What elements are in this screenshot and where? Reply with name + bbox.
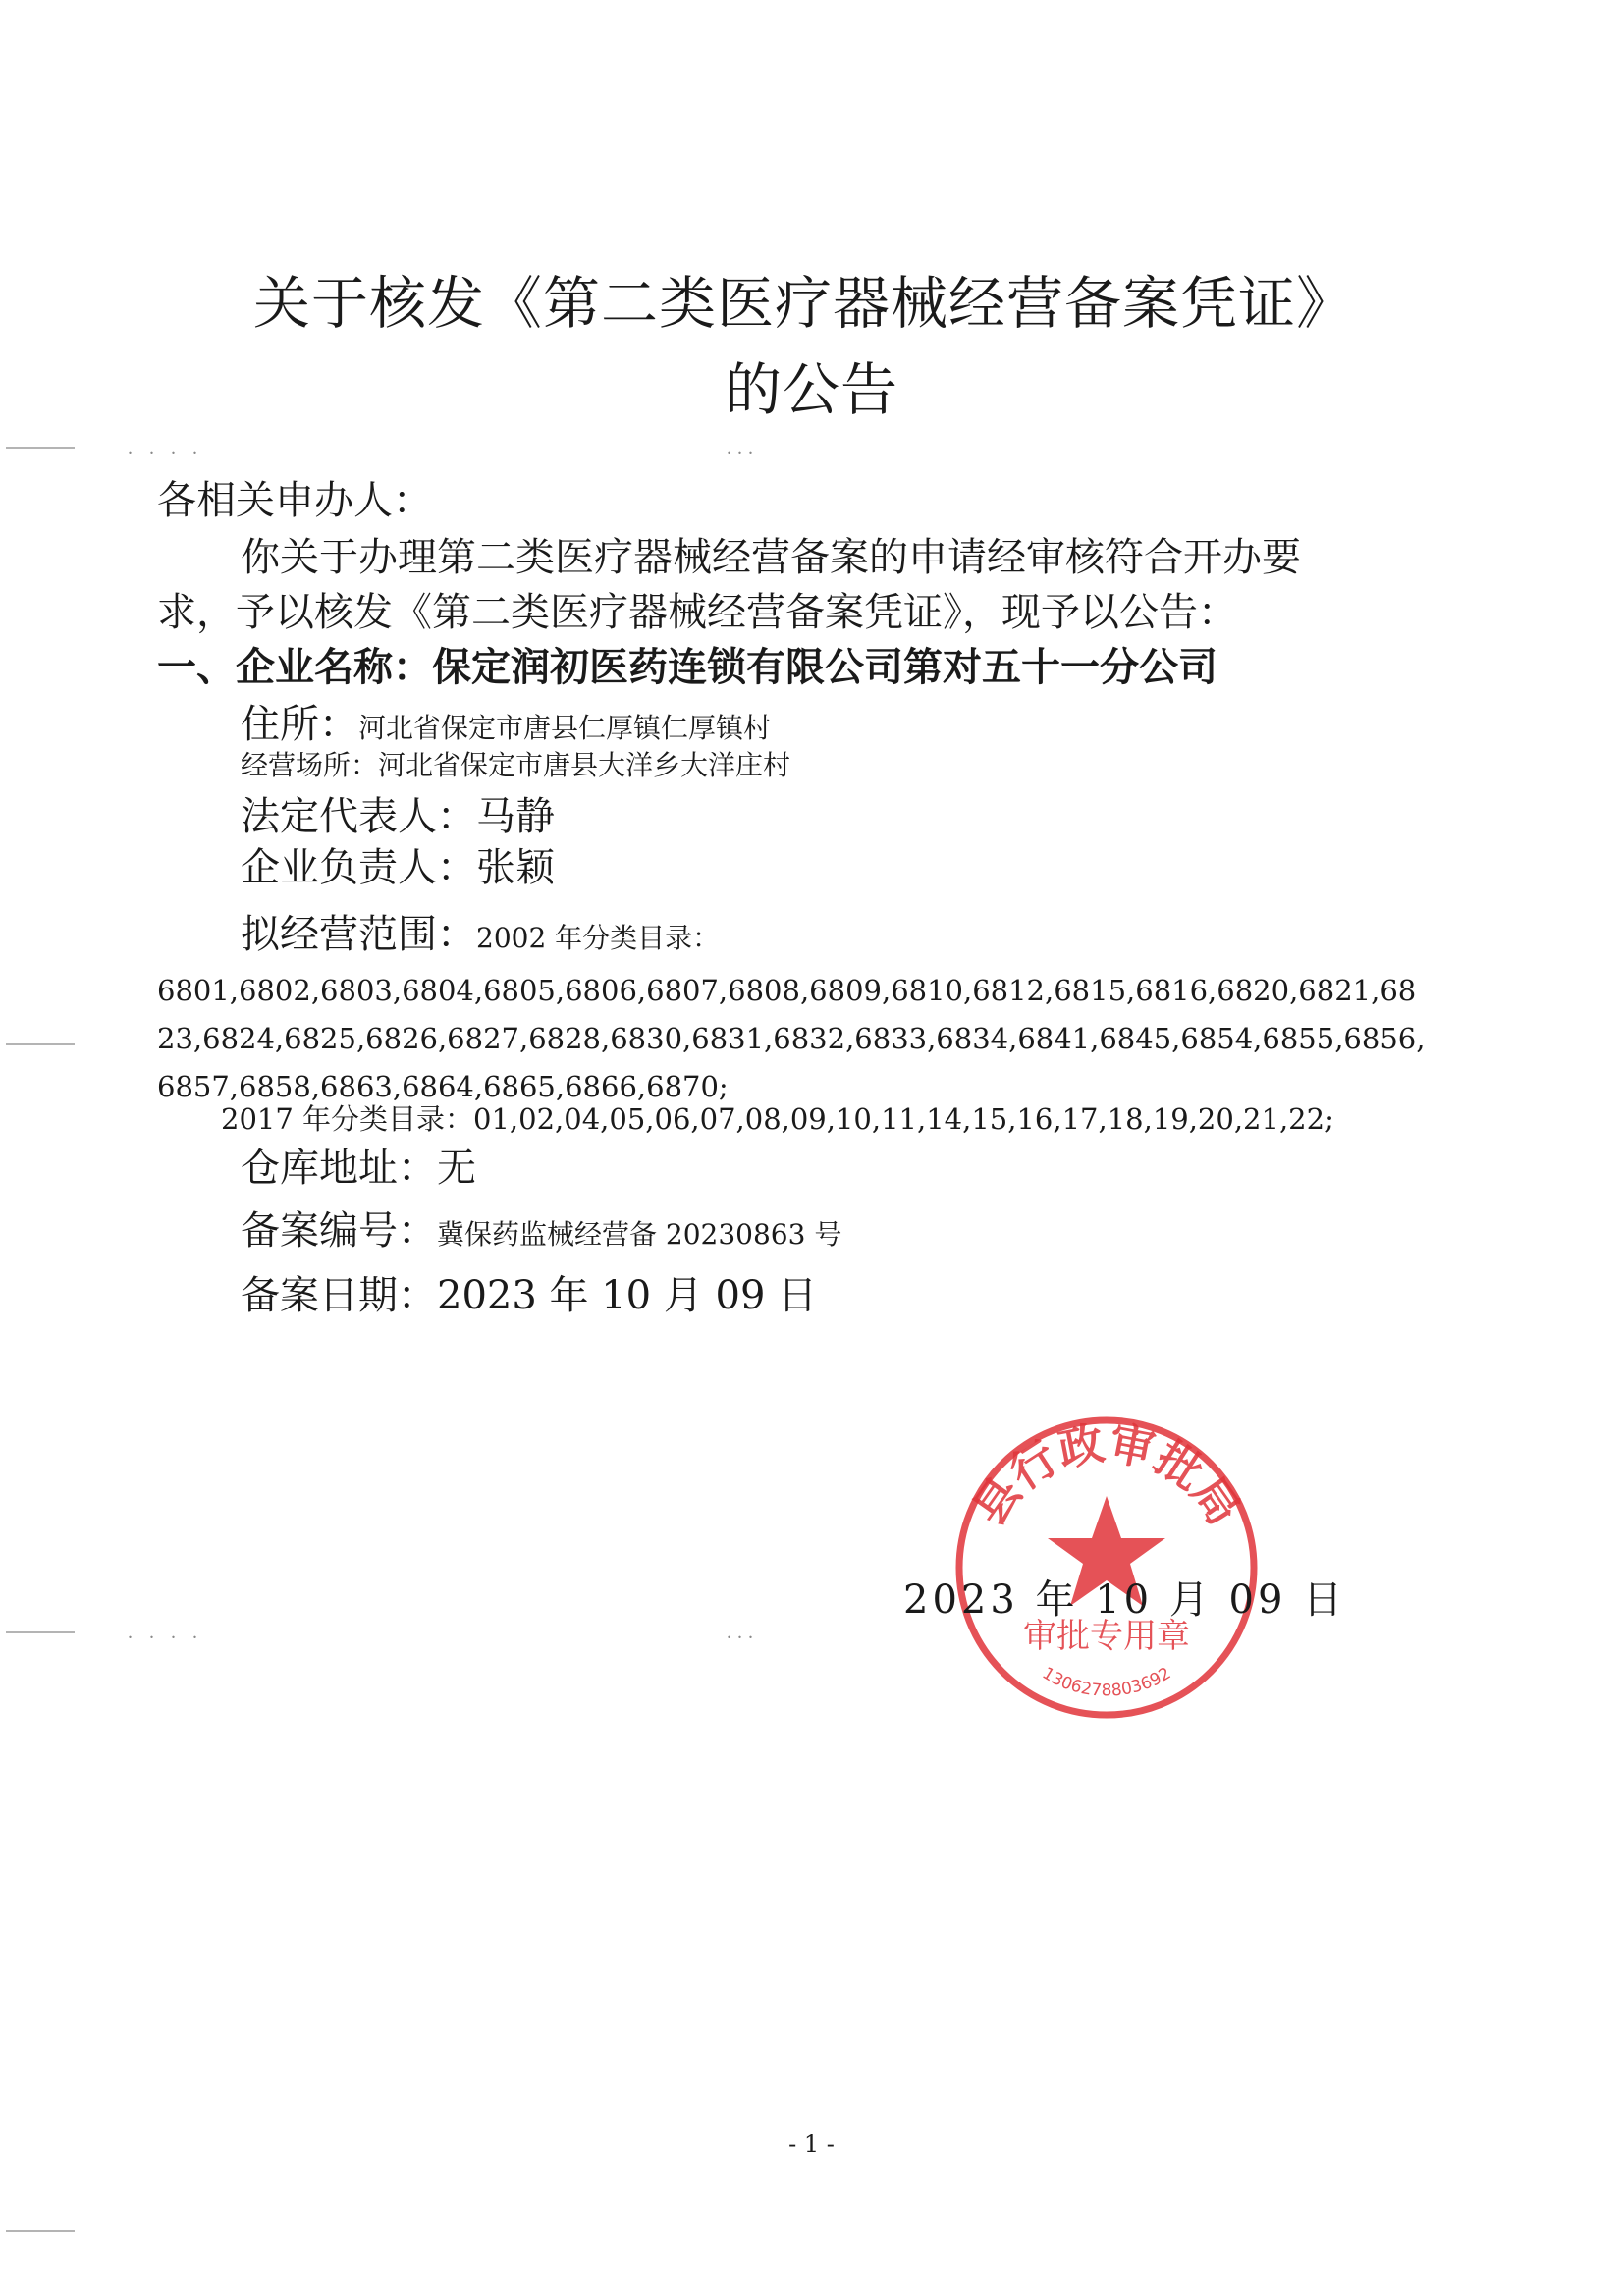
seal-text: 县行政审批局 — [962, 1415, 1251, 1535]
title-line-1: 关于核发《第二类医疗器械经营备案凭证》 — [252, 270, 1354, 337]
scope-2017: 2017 年分类目录：01,02,04,05,06,07,08,09,10,11,14,15,16,17,18,19,20,21,22; — [221, 1102, 1334, 1136]
record-date-row — [241, 1264, 817, 1320]
svg-text:1306278803692 — [1039, 1664, 1175, 1701]
legal-rep-label: 法定代表人： — [241, 794, 476, 839]
title-line-2: 的公告 — [724, 356, 898, 423]
scan-dots: ... — [727, 437, 759, 458]
scan-mark — [6, 1631, 75, 1633]
scan-dots: . . . . — [128, 437, 203, 458]
paragraph-line-2: 求，予以核发《第二类医疗器械经营备案凭证》，现予以公告： — [157, 590, 1237, 635]
page-number: - 1 - — [788, 2130, 835, 2158]
salutation: 各相关申办人： — [157, 478, 432, 523]
principal-row — [241, 836, 555, 892]
residence-label: 住所： — [241, 702, 358, 747]
record-date-value: 2023 年 10 月 09 日 — [437, 1273, 818, 1318]
company-row — [157, 636, 1217, 692]
record-no-row — [241, 1200, 841, 1255]
business-place-value: 河北省保定市唐县大洋乡大洋庄村 — [378, 749, 791, 781]
warehouse-row — [241, 1137, 476, 1193]
scope-2002-label: 2002 年分类目录： — [476, 922, 721, 954]
residence-row — [241, 693, 771, 749]
legal-rep-value: 马静 — [476, 794, 555, 839]
scope-label: 拟经营范围： — [241, 912, 476, 957]
record-no-label: 备案编号： — [241, 1208, 437, 1254]
paragraph-line-1: 你关于办理第二类医疗器械经营备案的申请经审核符合开办要 — [241, 535, 1301, 580]
business-place-label: 经营场所： — [241, 749, 379, 781]
company-label: 一、企业名称： — [157, 644, 432, 690]
scan-mark — [6, 1043, 75, 1045]
seal-sub: 审批专用章 — [1023, 1617, 1190, 1656]
warehouse-value: 无 — [437, 1146, 476, 1191]
company-name: 保定润初医药连锁有限公司第对五十一分公司 — [432, 644, 1217, 690]
official-seal-icon — [945, 1406, 1269, 1730]
business-place-row — [241, 744, 790, 783]
legal-rep-row — [241, 785, 555, 841]
scope-2002-codes: 6801,6802,6803,6804,6805,6806,6807,6808,6809,6810,6812,6815,6816,6820,6821,6823,6824,6825,6826,6827,6828,6830,6831,6832,6833,6834,6841,6845,6854,6855,6856,6857,6858,6863,6864,6865,6866,6870; — [157, 974, 1426, 1103]
record-no-value: 冀保药监械经营备 20230863 号 — [437, 1218, 842, 1251]
record-date-label: 备案日期： — [241, 1273, 437, 1318]
scan-dots: ... — [727, 1622, 759, 1643]
seal-number: 1306278803692 — [1038, 1663, 1175, 1701]
seal-date: 2023 年 10 月 09 日 — [903, 1577, 1347, 1623]
principal-label: 企业负责人： — [241, 845, 476, 890]
residence-value: 河北省保定市唐县仁厚镇仁厚镇村 — [358, 712, 772, 744]
principal-value: 张颖 — [476, 845, 555, 890]
scan-mark — [6, 447, 75, 449]
scan-mark — [6, 2230, 75, 2232]
warehouse-label: 仓库地址： — [241, 1146, 437, 1191]
scan-dots: . . . . — [128, 1622, 203, 1643]
scope-row — [241, 903, 720, 959]
